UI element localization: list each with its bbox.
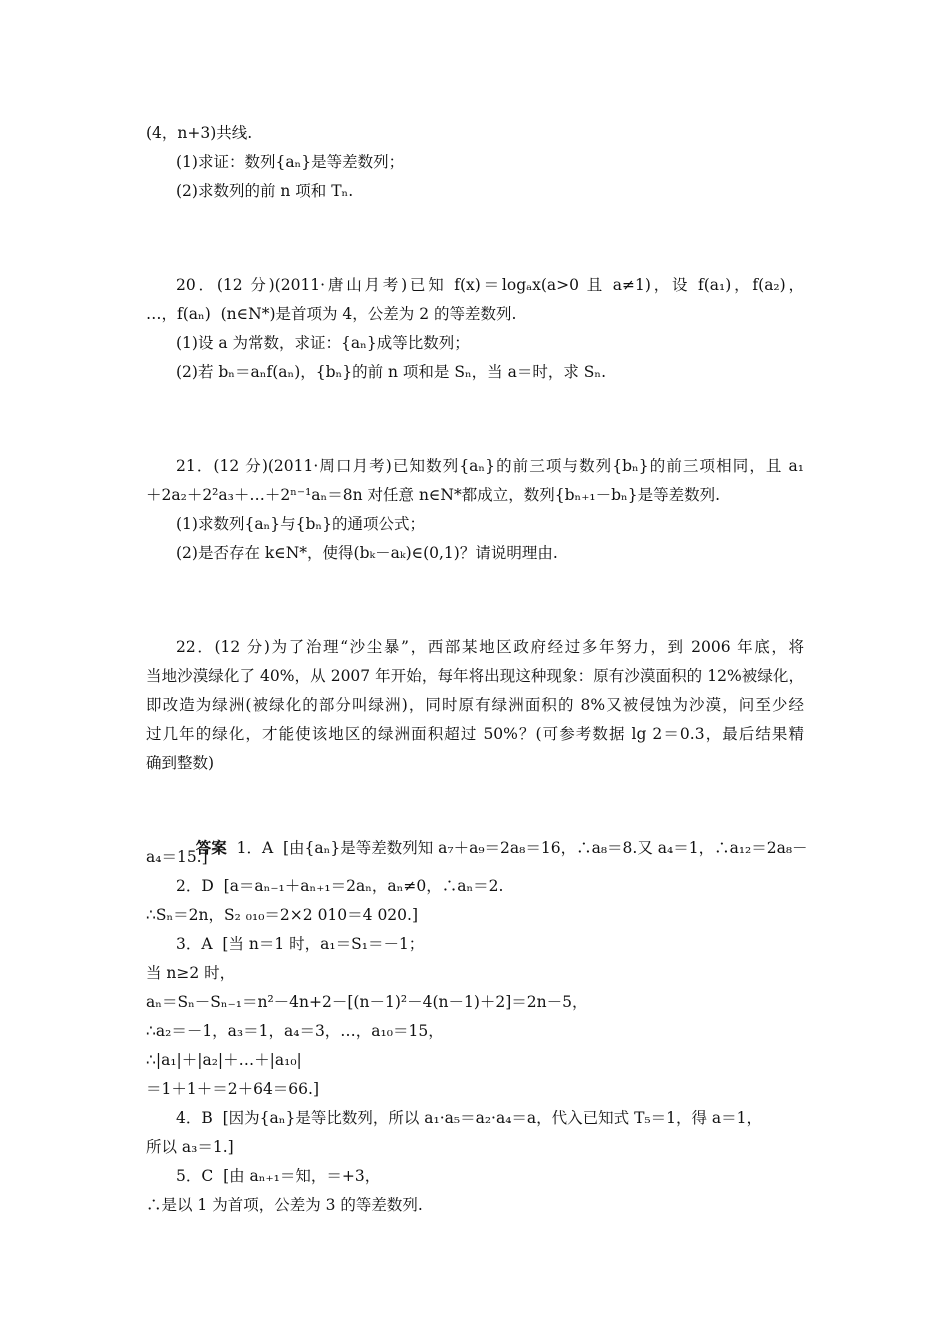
q20-part-1: (1)设 a 为常数，求证：{aₙ}成等比数列；: [176, 334, 470, 352]
answer-3-line-1: 3．A [当 n＝1 时，a₁＝S₁＝－1；: [176, 935, 425, 953]
q22-line-2: 当地沙漠绿化了 40%，从 2007 年开始，每年将出现这种现象：原有沙漠面积的 12%被绿化，: [146, 667, 804, 685]
answer-5-line-1: 5．C [由 aₙ₊₁＝知，＝+3，: [176, 1167, 381, 1185]
answer-3-line-5: ∴|a₁|＋|a₂|＋…＋|a₁₀|: [146, 1051, 302, 1069]
answer-2-line-2: ∴Sₙ＝2n，S₂ ₀₁₀＝2×2 010＝4 020.]: [146, 906, 418, 924]
answer-5-line-2: ∴是以 1 为首项，公差为 3 的等差数列.: [146, 1196, 423, 1214]
q21-part-1: (1)求数列{aₙ}与{bₙ}的通项公式；: [176, 515, 425, 533]
answer-3-line-3: aₙ＝Sₙ－Sₙ₋₁＝n²－4n+2－[(n－1)²－4(n－1)＋2]＝2n－5，: [146, 993, 588, 1011]
answer-3-line-2: 当 n≥2 时，: [146, 964, 236, 982]
q22-line-3: 即改造为绿洲(被绿化的部分叫绿洲)，同时原有绿洲面积的 8%又被侵蚀为沙漠，问至少经: [146, 696, 804, 714]
q22-line-1: 22．(12 分)为了治理“沙尘暴”，西部某地区政府经过多年努力，到 2006 年底，将: [176, 638, 804, 656]
q22-line-4: 过几年的绿化，才能使该地区的绿洲面积超过 50%？(可参考数据 lg 2＝0.3，最后结果精: [146, 725, 804, 743]
q21-line-1: 21．(12 分)(2011·周口月考)已知数列{aₙ}的前三项与数列{bₙ}的前三项相同，且 a₁: [176, 457, 804, 475]
answer-4-line-1: 4．B [因为{aₙ}是等比数列，所以 a₁·a₅＝a₂·a₄＝a，代入已知式 T₅＝1，得 a＝1，: [176, 1109, 763, 1127]
q20-line-2: …，f(aₙ) (n∈N*)是首项为 4，公差为 2 的等差数列.: [146, 305, 517, 323]
q21-line-2: ＋2a₂＋2²a₃＋…＋2ⁿ⁻¹aₙ＝8n 对任意 n∈N*都成立，数列{bₙ₊₁－bₙ}是等差数列.: [146, 486, 721, 504]
q22-line-5: 确到整数): [146, 754, 215, 772]
answer-3-line-4: ∴a₂＝－1，a₃＝1，a₄＝3，…，a₁₀＝15，: [146, 1022, 444, 1040]
q19-line-1: (4，n+3)共线.: [146, 124, 253, 142]
q19-part-1: (1)求证：数列{aₙ}是等差数列；: [176, 153, 405, 171]
q19-part-2: (2)求数列的前 n 项和 Tₙ.: [176, 182, 354, 200]
q20-line-1: 20．(12 分)(2011·唐山月考)已知 f(x)＝logₐx(a>0 且 a≠1)，设 f(a₁)，f(a₂)，: [176, 276, 804, 294]
q20-part-2: (2)若 bₙ＝aₙf(aₙ)，{bₙ}的前 n 项和是 Sₙ，当 a＝时，求 Sₙ.: [176, 363, 607, 381]
answer-1-line-1: [176, 818, 808, 878]
q21-part-2: (2)是否存在 k∈N*，使得(bₖ－aₖ)∈(0,1)？请说明理由.: [176, 544, 558, 562]
answers-heading: 答案: [195, 838, 227, 857]
answer-4-line-2: 所以 a₃＝1.]: [146, 1138, 234, 1156]
answer-1-text: 1．A [由{aₙ}是等差数列知 a₇＋a₉＝2a₈＝16，∴a₈＝8.又 a₄＝1，∴a₁₂＝2a₈－: [226, 839, 808, 857]
answer-3-line-6: ＝1＋1＋＝2＋64＝66.]: [146, 1080, 320, 1098]
answer-2-line-1: 2．D [a＝aₙ₋₁＋aₙ₊₁＝2aₙ，aₙ≠0，∴aₙ＝2.: [176, 877, 504, 895]
answer-1-line-2: a₄＝15.]: [146, 848, 208, 866]
